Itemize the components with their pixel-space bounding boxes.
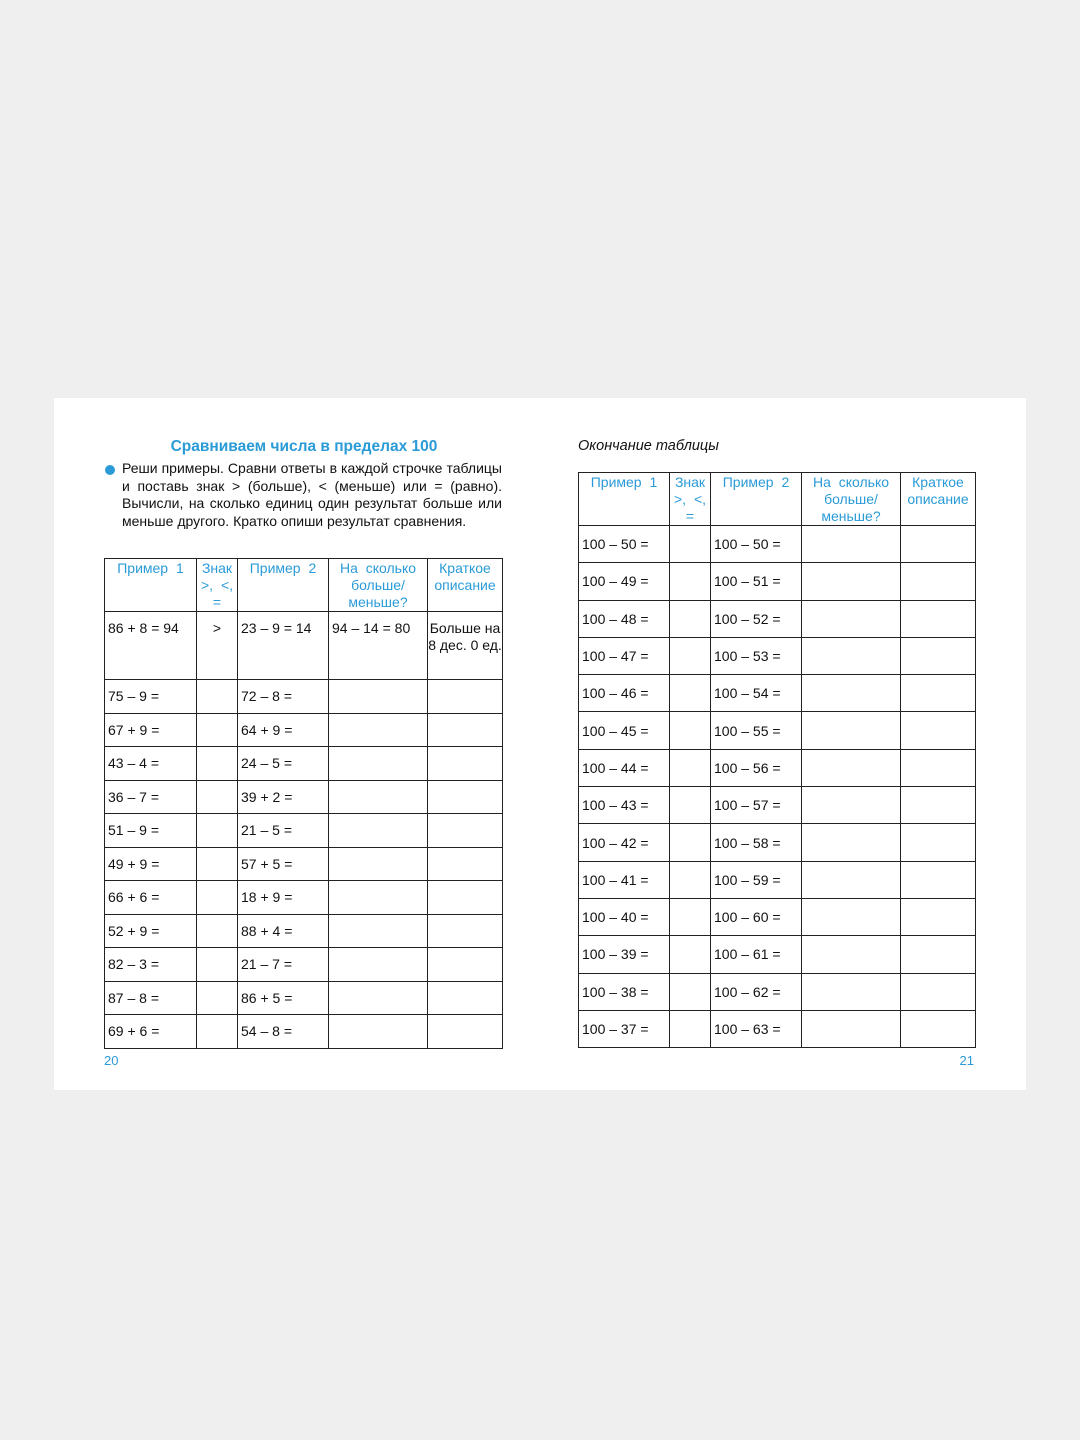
header-sign: Знак >, <, = bbox=[670, 473, 711, 526]
example-1-cell: 100 – 44 = bbox=[579, 749, 670, 786]
right-page bbox=[540, 398, 1026, 1090]
sign-cell[interactable] bbox=[197, 747, 238, 781]
sign-cell[interactable] bbox=[197, 948, 238, 982]
table-header-row bbox=[105, 559, 503, 612]
example-2-cell: 100 – 63 = bbox=[711, 1010, 802, 1047]
example-1-cell: 100 – 40 = bbox=[579, 898, 670, 935]
difference-cell[interactable] bbox=[802, 600, 901, 637]
header-difference: На сколько больше/ меньше? bbox=[329, 559, 428, 612]
table-header-row bbox=[579, 473, 976, 526]
difference-cell[interactable] bbox=[802, 898, 901, 935]
sign-cell[interactable] bbox=[670, 861, 711, 898]
page-number: 20 bbox=[104, 1053, 119, 1068]
description-cell: Больше на 8 дес. 0 ед. bbox=[428, 612, 503, 680]
bullet-icon bbox=[105, 465, 115, 475]
comparison-table-continued bbox=[578, 472, 976, 1048]
description-cell[interactable] bbox=[901, 637, 976, 674]
example-2-cell: 100 – 55 = bbox=[711, 712, 802, 749]
example-1-cell: 100 – 38 = bbox=[579, 973, 670, 1010]
difference-cell[interactable] bbox=[802, 973, 901, 1010]
table-row bbox=[579, 973, 976, 1010]
example-1-cell: 66 + 6 = bbox=[105, 881, 197, 915]
table-row bbox=[579, 526, 976, 563]
example-row bbox=[105, 612, 503, 680]
page-number: 21 bbox=[959, 1053, 974, 1068]
example-2-cell: 100 – 59 = bbox=[711, 861, 802, 898]
table-row bbox=[105, 814, 503, 848]
example-2-cell: 54 – 8 = bbox=[238, 1015, 329, 1049]
instruction-text: Реши примеры. Сравни ответы в каждой строчке таблицы и поставь знак > (больше), < (меньше) или = (равно). Вычисли, на сколько единиц один результат больше или меньше другого. Кратко опиши результат сравнения. bbox=[122, 460, 502, 529]
description-cell[interactable] bbox=[428, 981, 503, 1015]
header-example-2: Пример 2 bbox=[711, 473, 802, 526]
example-1-cell: 67 + 9 = bbox=[105, 713, 197, 747]
example-2-cell: 100 – 61 = bbox=[711, 936, 802, 973]
table-row bbox=[105, 847, 503, 881]
description-cell[interactable] bbox=[901, 526, 976, 563]
sign-cell: > bbox=[197, 612, 238, 680]
difference-cell[interactable] bbox=[329, 680, 428, 714]
sign-cell[interactable] bbox=[197, 680, 238, 714]
sign-cell[interactable] bbox=[670, 749, 711, 786]
header-example-2: Пример 2 bbox=[238, 559, 329, 612]
difference-cell[interactable] bbox=[802, 787, 901, 824]
difference-cell[interactable] bbox=[802, 637, 901, 674]
description-cell[interactable] bbox=[901, 973, 976, 1010]
example-2-cell: 100 – 53 = bbox=[711, 637, 802, 674]
header-difference: На сколько больше/ меньше? bbox=[802, 473, 901, 526]
sign-cell[interactable] bbox=[197, 847, 238, 881]
difference-cell[interactable] bbox=[329, 981, 428, 1015]
difference-cell[interactable] bbox=[329, 747, 428, 781]
example-1-cell: 82 – 3 = bbox=[105, 948, 197, 982]
example-2-cell: 100 – 52 = bbox=[711, 600, 802, 637]
example-2-cell: 23 – 9 = 14 bbox=[238, 612, 329, 680]
example-2-cell: 100 – 58 = bbox=[711, 824, 802, 861]
table-row bbox=[105, 914, 503, 948]
description-cell[interactable] bbox=[428, 680, 503, 714]
description-cell[interactable] bbox=[901, 1010, 976, 1047]
sign-cell[interactable] bbox=[670, 600, 711, 637]
example-1-cell: 100 – 50 = bbox=[579, 526, 670, 563]
example-1-cell: 100 – 45 = bbox=[579, 712, 670, 749]
description-cell[interactable] bbox=[901, 787, 976, 824]
example-2-cell: 100 – 50 = bbox=[711, 526, 802, 563]
example-2-cell: 72 – 8 = bbox=[238, 680, 329, 714]
difference-cell[interactable] bbox=[329, 1015, 428, 1049]
description-cell[interactable] bbox=[901, 563, 976, 600]
description-cell[interactable] bbox=[428, 780, 503, 814]
description-cell[interactable] bbox=[428, 1015, 503, 1049]
table-row bbox=[105, 780, 503, 814]
example-2-cell: 39 + 2 = bbox=[238, 780, 329, 814]
difference-cell: 94 – 14 = 80 bbox=[329, 612, 428, 680]
sign-cell[interactable] bbox=[197, 881, 238, 915]
difference-cell[interactable] bbox=[329, 881, 428, 915]
example-1-cell: 75 – 9 = bbox=[105, 680, 197, 714]
example-2-cell: 57 + 5 = bbox=[238, 847, 329, 881]
example-2-cell: 86 + 5 = bbox=[238, 981, 329, 1015]
header-example-1: Пример 1 bbox=[579, 473, 670, 526]
table-row bbox=[579, 936, 976, 973]
example-1-cell: 36 – 7 = bbox=[105, 780, 197, 814]
description-cell[interactable] bbox=[901, 936, 976, 973]
example-1-cell: 100 – 47 = bbox=[579, 637, 670, 674]
table-row bbox=[105, 1015, 503, 1049]
sign-cell[interactable] bbox=[670, 936, 711, 973]
header-description: Краткое описание bbox=[428, 559, 503, 612]
difference-cell[interactable] bbox=[802, 861, 901, 898]
table-row bbox=[579, 749, 976, 786]
example-2-cell: 24 – 5 = bbox=[238, 747, 329, 781]
example-1-cell: 100 – 46 = bbox=[579, 675, 670, 712]
description-cell[interactable] bbox=[901, 898, 976, 935]
description-cell[interactable] bbox=[901, 712, 976, 749]
example-1-cell: 49 + 9 = bbox=[105, 847, 197, 881]
sign-cell[interactable] bbox=[670, 637, 711, 674]
example-1-cell: 100 – 48 = bbox=[579, 600, 670, 637]
sign-cell[interactable] bbox=[197, 814, 238, 848]
example-1-cell: 100 – 42 = bbox=[579, 824, 670, 861]
sign-cell[interactable] bbox=[670, 563, 711, 600]
book-spread bbox=[54, 398, 1026, 1090]
header-sign: Знак >, <, = bbox=[197, 559, 238, 612]
sign-cell[interactable] bbox=[670, 898, 711, 935]
sign-cell[interactable] bbox=[670, 675, 711, 712]
example-1-cell: 51 – 9 = bbox=[105, 814, 197, 848]
example-1-cell: 100 – 41 = bbox=[579, 861, 670, 898]
example-1-cell: 86 + 8 = 94 bbox=[105, 612, 197, 680]
description-cell[interactable] bbox=[901, 824, 976, 861]
difference-cell[interactable] bbox=[329, 713, 428, 747]
table-row bbox=[579, 637, 976, 674]
sign-cell[interactable] bbox=[197, 981, 238, 1015]
table-row bbox=[105, 881, 503, 915]
example-1-cell: 43 – 4 = bbox=[105, 747, 197, 781]
example-2-cell: 100 – 51 = bbox=[711, 563, 802, 600]
header-description: Краткое описание bbox=[901, 473, 976, 526]
page-title: Сравниваем числа в пределах 100 bbox=[170, 438, 438, 455]
description-cell[interactable] bbox=[901, 600, 976, 637]
table-row bbox=[579, 675, 976, 712]
example-2-cell: 100 – 56 = bbox=[711, 749, 802, 786]
description-cell[interactable] bbox=[901, 861, 976, 898]
description-cell[interactable] bbox=[901, 749, 976, 786]
table-row bbox=[105, 747, 503, 781]
example-2-cell: 21 – 5 = bbox=[238, 814, 329, 848]
difference-cell[interactable] bbox=[329, 780, 428, 814]
difference-cell[interactable] bbox=[802, 675, 901, 712]
description-cell[interactable] bbox=[428, 814, 503, 848]
left-page bbox=[54, 398, 540, 1090]
continuation-title: Окончание таблицы bbox=[578, 438, 719, 454]
sign-cell[interactable] bbox=[197, 914, 238, 948]
example-1-cell: 100 – 39 = bbox=[579, 936, 670, 973]
sign-cell[interactable] bbox=[670, 1010, 711, 1047]
difference-cell[interactable] bbox=[802, 563, 901, 600]
table-row bbox=[579, 600, 976, 637]
example-2-cell: 64 + 9 = bbox=[238, 713, 329, 747]
difference-cell[interactable] bbox=[329, 847, 428, 881]
example-2-cell: 100 – 62 = bbox=[711, 973, 802, 1010]
difference-cell[interactable] bbox=[802, 526, 901, 563]
table-row bbox=[105, 713, 503, 747]
table-row bbox=[579, 563, 976, 600]
example-1-cell: 69 + 6 = bbox=[105, 1015, 197, 1049]
table-row bbox=[579, 1010, 976, 1047]
description-cell[interactable] bbox=[428, 747, 503, 781]
description-cell[interactable] bbox=[428, 713, 503, 747]
example-2-cell: 100 – 54 = bbox=[711, 675, 802, 712]
table-row bbox=[579, 787, 976, 824]
difference-cell[interactable] bbox=[802, 824, 901, 861]
description-cell[interactable] bbox=[428, 847, 503, 881]
example-2-cell: 18 + 9 = bbox=[238, 881, 329, 915]
sign-cell[interactable] bbox=[670, 526, 711, 563]
sign-cell[interactable] bbox=[670, 973, 711, 1010]
difference-cell[interactable] bbox=[802, 936, 901, 973]
sign-cell[interactable] bbox=[670, 787, 711, 824]
difference-cell[interactable] bbox=[802, 749, 901, 786]
difference-cell[interactable] bbox=[802, 712, 901, 749]
example-1-cell: 87 – 8 = bbox=[105, 981, 197, 1015]
difference-cell[interactable] bbox=[329, 948, 428, 982]
sign-cell[interactable] bbox=[197, 780, 238, 814]
table-row bbox=[105, 680, 503, 714]
header-example-1: Пример 1 bbox=[105, 559, 197, 612]
table-row bbox=[579, 898, 976, 935]
difference-cell[interactable] bbox=[329, 914, 428, 948]
sign-cell[interactable] bbox=[670, 712, 711, 749]
description-cell[interactable] bbox=[428, 914, 503, 948]
example-1-cell: 52 + 9 = bbox=[105, 914, 197, 948]
example-2-cell: 100 – 60 = bbox=[711, 898, 802, 935]
comparison-table bbox=[104, 558, 503, 1049]
table-row bbox=[105, 981, 503, 1015]
sign-cell[interactable] bbox=[197, 713, 238, 747]
table-row bbox=[579, 712, 976, 749]
example-1-cell: 100 – 43 = bbox=[579, 787, 670, 824]
table-row bbox=[579, 824, 976, 861]
difference-cell[interactable] bbox=[329, 814, 428, 848]
example-1-cell: 100 – 49 = bbox=[579, 563, 670, 600]
example-2-cell: 100 – 57 = bbox=[711, 787, 802, 824]
description-cell[interactable] bbox=[428, 948, 503, 982]
description-cell[interactable] bbox=[901, 675, 976, 712]
example-2-cell: 88 + 4 = bbox=[238, 914, 329, 948]
sign-cell[interactable] bbox=[197, 1015, 238, 1049]
table-row bbox=[105, 948, 503, 982]
difference-cell[interactable] bbox=[802, 1010, 901, 1047]
description-cell[interactable] bbox=[428, 881, 503, 915]
example-1-cell: 100 – 37 = bbox=[579, 1010, 670, 1047]
table-row bbox=[579, 861, 976, 898]
sign-cell[interactable] bbox=[670, 824, 711, 861]
example-2-cell: 21 – 7 = bbox=[238, 948, 329, 982]
